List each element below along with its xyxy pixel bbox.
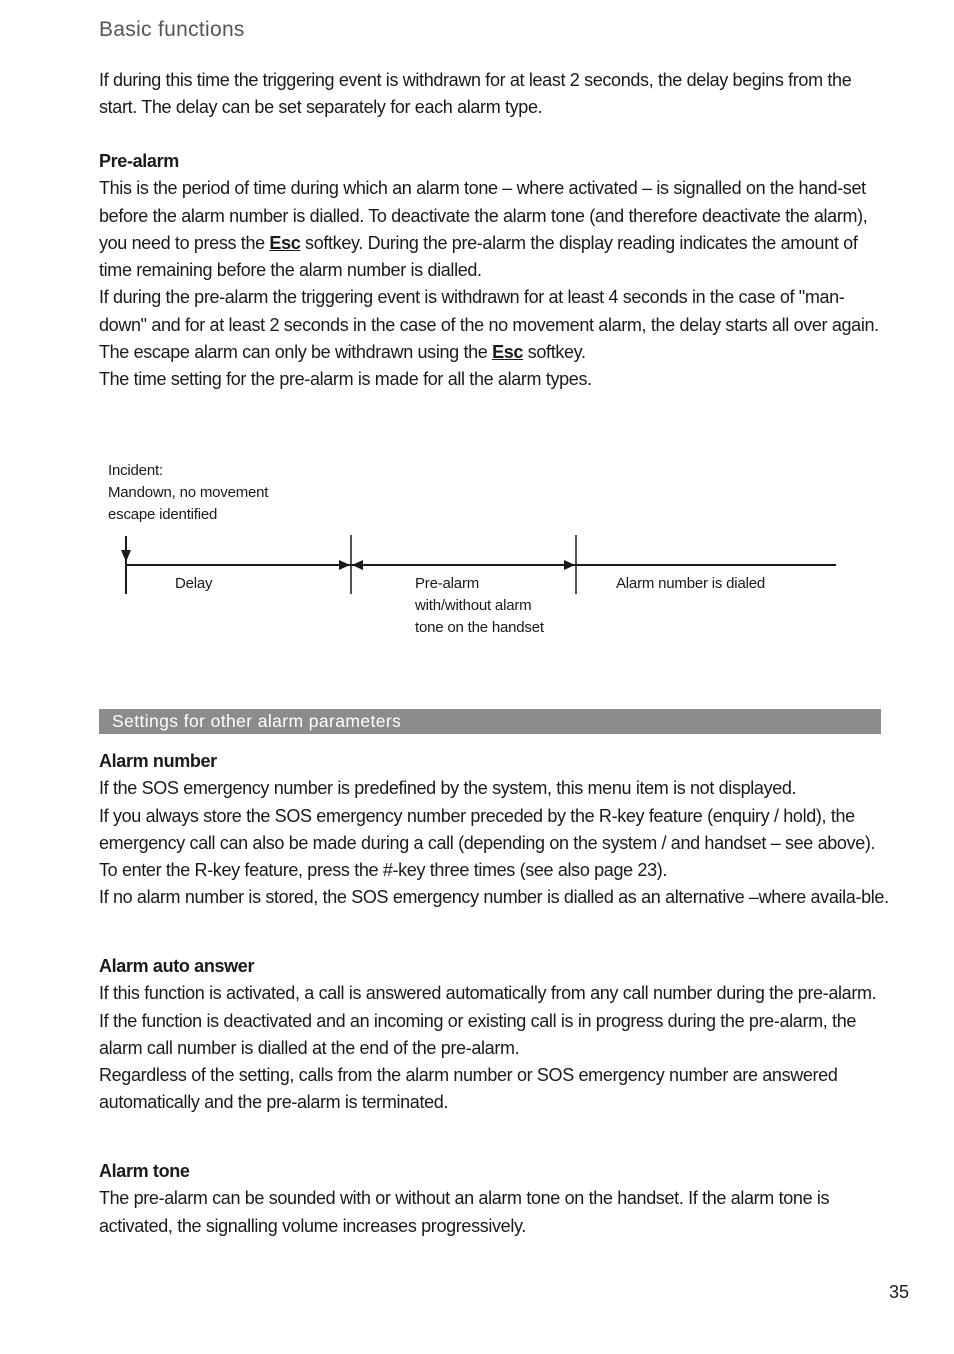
alarm-tone-heading: Alarm tone — [99, 1161, 190, 1181]
auto-answer-heading: Alarm auto answer — [99, 956, 255, 976]
alarm-tone-section — [99, 1158, 889, 1240]
alarm-number-paragraph-1: If the SOS emergency number is predefined by the system, this menu item is not displayed. — [99, 778, 797, 799]
prealarm-heading: Pre-alarm — [99, 151, 179, 171]
alarm-number-section — [99, 748, 889, 912]
incident-label-line2: Mandown, no movement — [108, 484, 269, 501]
prealarm-left-arrow-icon — [352, 560, 363, 570]
prealarm-p1-text-b: softkey. During the pre-alarm the display reading indicates the amount of time remaining before the alarm number is dialled. — [99, 232, 858, 281]
prealarm-paragraph-3 — [99, 339, 889, 366]
page-number: 35 — [889, 1282, 910, 1302]
delay-right-arrow-icon — [339, 560, 350, 570]
auto-answer-paragraph-1: If this function is activated, a call is answered automatically from any call number during the pre-alarm. — [99, 983, 877, 1004]
prealarm-p1-text-a: This is the period of time during which an alarm tone – where activated – is signalled on the hand-set before the alarm number is dialled. To deactivate the alarm tone (and therefore deactivate the alarm), you need to press the — [99, 178, 868, 253]
intro-paragraph — [99, 67, 889, 122]
prealarm-paragraph-4: The time setting for the pre-alarm is made for all the alarm types. — [99, 369, 592, 390]
intro-text: If during this time the triggering event is withdrawn for at least 2 seconds, the delay begins from the start. The delay can be set separately for each alarm type. — [99, 70, 852, 118]
prealarm-label — [415, 573, 544, 639]
dial-label: Alarm number is dialed — [616, 575, 765, 592]
alarm-number-paragraph-2: If you always store the SOS emergency number preceded by the R-key feature (enquiry / hold), the emergency call can also be made during a call (depending on the system / and handset – see above). To enter the R-key feature, press the #-key three times (see also page 23). — [99, 805, 876, 881]
prealarm-label-line3: tone on the handset — [415, 619, 544, 636]
prealarm-p3-text-b: softkey. — [523, 342, 586, 363]
auto-answer-paragraph-2: If the function is deactivated and an incoming or existing call is in progress during the pre-alarm, the alarm call number is dialled at the end of the pre-alarm. — [99, 1010, 857, 1058]
alarm-tone-paragraph-1: The pre-alarm can be sounded with or without an alarm tone on the handset. If the alarm tone is activated, the signalling volume increases progressively. — [99, 1188, 830, 1236]
esc-softkey-label: Esc — [492, 342, 524, 363]
esc-softkey-label: Esc — [269, 232, 301, 253]
section-title-bar: Settings for other alarm parameters — [99, 709, 881, 734]
prealarm-right-arrow-icon — [564, 560, 575, 570]
alarm-number-heading: Alarm number — [99, 751, 217, 771]
page-header-title: Basic functions — [99, 18, 245, 41]
auto-answer-paragraph-3: Regardless of the setting, calls from the alarm number or SOS emergency number are answered automatically and the pre-alarm is terminated. — [99, 1065, 838, 1113]
prealarm-paragraph-2: If during the pre-alarm the triggering event is withdrawn for at least 4 seconds in the case of "man-down" and for at least 2 seconds in the case of the no movement alarm, the delay starts all over again. — [99, 287, 879, 335]
alarm-number-paragraph-3: If no alarm number is stored, the SOS emergency number is dialled as an alternative –where availa-ble. — [99, 887, 889, 908]
prealarm-paragraph-1 — [99, 175, 889, 284]
incident-label — [108, 460, 268, 526]
incident-label-line1: Incident: — [108, 462, 163, 479]
delay-label: Delay — [175, 575, 213, 592]
incident-down-arrow-icon — [121, 550, 131, 562]
prealarm-p3-text-a: The escape alarm can only be withdrawn using the — [99, 342, 493, 363]
prealarm-label-line1: Pre-alarm — [415, 575, 480, 592]
incident-label-line3: escape identified — [108, 506, 218, 523]
prealarm-label-line2: with/without alarm — [415, 597, 532, 614]
prealarm-section — [99, 148, 889, 394]
auto-answer-section — [99, 953, 889, 1117]
